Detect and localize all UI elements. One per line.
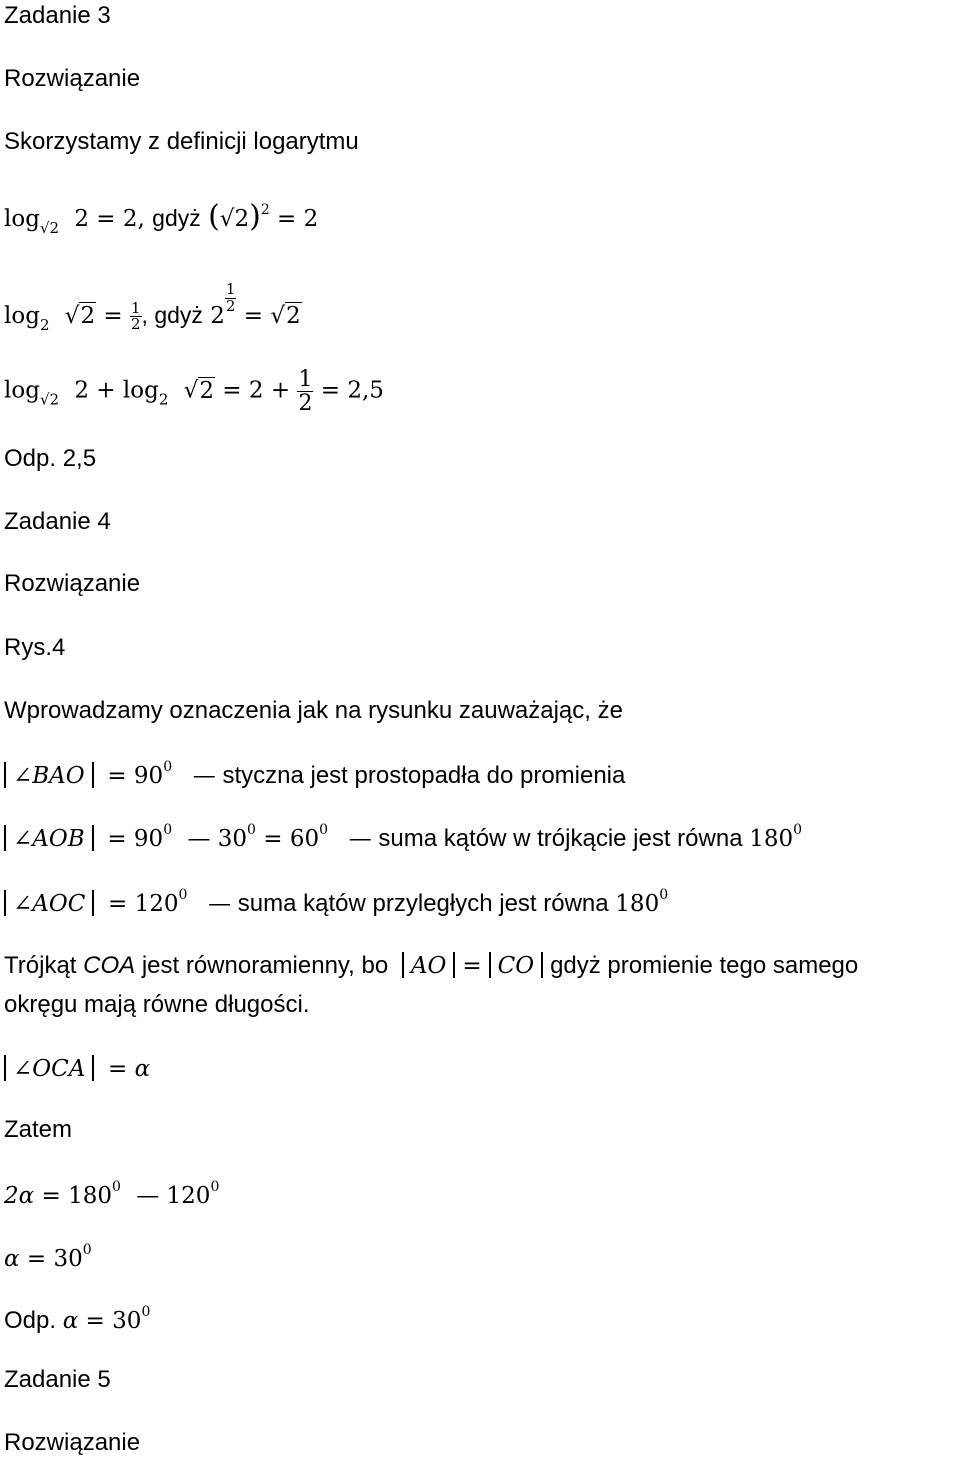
alpha-result: $\alpha = 30^0$ — [4, 1242, 92, 1272]
angle-aob-line: ∠AOB = $90^0$ — $30^0 = 60^0$ — suma kątów w trójkącie jest równa $180^0$ — [4, 823, 802, 851]
exponent-one-half: $\frac{1}{2}$ — [225, 280, 236, 315]
triangle-statement-continued: okręgu mają równe długości. — [4, 991, 310, 1018]
zadanie-4-heading: Zadanie 4 — [4, 508, 111, 535]
zadanie-5-solution-label: Rozwiązanie — [4, 1429, 141, 1456]
zadanie-3-solution-label: Rozwiązanie — [4, 65, 141, 92]
zadanie-3-intro: Skorzystamy z definicji logarytmu — [4, 128, 359, 155]
figure-reference: Rys.4 — [4, 634, 66, 661]
fraction-big: $\frac{1}{2}$ — [298, 367, 313, 417]
zadanie-3-heading: Zadanie 3 — [4, 2, 111, 29]
fraction-one-half: $\frac{1}{2}$ — [131, 298, 141, 334]
angle-aoc-line: ∠AOC = $120^0$ — suma kątów przyległych jest równa $180^0$ — [4, 888, 668, 916]
zadanie-5-heading: Zadanie 5 — [4, 1366, 111, 1393]
zatem-label: Zatem — [4, 1116, 73, 1143]
zadanie-4-answer: Odp. $\alpha = 30^0$ — [4, 1304, 151, 1334]
triangle-statement: Trójkąt COA jest równoramienny, bo AO = CO gdyż promienie tego samego — [4, 952, 859, 979]
angle-bao-line: ∠BAO = $90^0$ — styczna jest prostopadła do promienia — [4, 760, 625, 788]
zadanie-3-answer: Odp. 2,5 — [4, 445, 97, 472]
equation-2: $\log_2 √2$ = $\frac{1}{2}$ , gdyż 2 $\frac{1}{2}$ = √2 — [4, 280, 301, 334]
equation-3: $\log_{√2} 2 + \log_2 √2 = 2$ + $\frac{1}{2}$ = 2,5 — [4, 367, 384, 417]
equation-1: $\log_{√2} 2 = 2$, gdyż $(√2)^2 = 2$ — [4, 199, 319, 237]
zadanie-4-solution-label: Rozwiązanie — [4, 570, 141, 597]
alpha-equation: $2\alpha = 180^0$ — $120^0$ — [4, 1179, 220, 1209]
angle-oca-line: ∠OCA = α — [4, 1055, 150, 1081]
zadanie-4-intro: Wprowadzamy oznaczenia jak na rysunku zauważając, że — [4, 697, 623, 724]
